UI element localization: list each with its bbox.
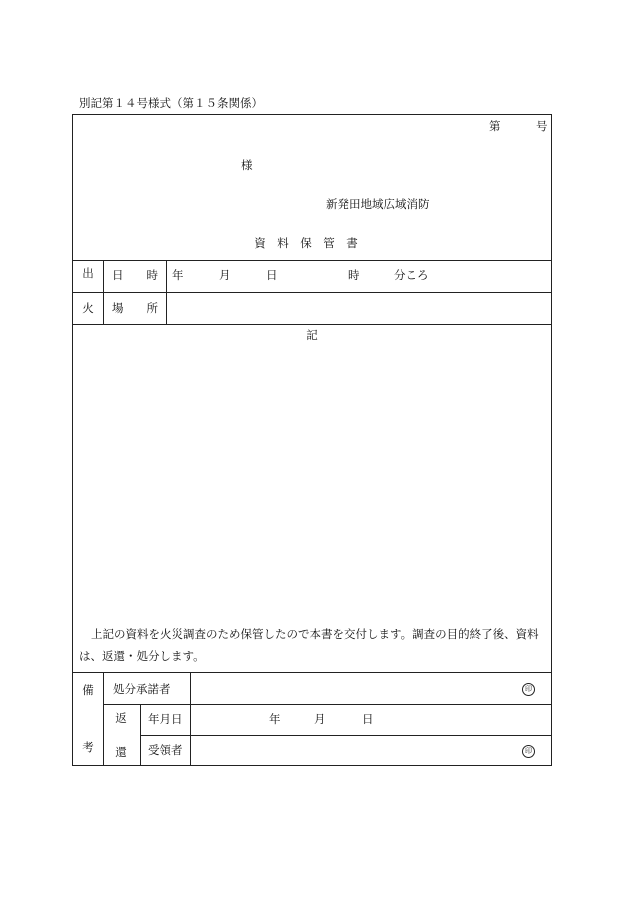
rule-fire-middle [72,292,552,293]
remarks-label-kou: 考 [82,740,94,754]
notice-line-2: は、返還・処分します。 [79,649,205,663]
rule-header-bottom [72,260,552,261]
form-label: 別記第１４号様式（第１５条関係） [79,96,263,110]
rule-remarks-lower [140,735,552,736]
materials-list-area[interactable] [74,340,550,625]
return-label-bottom: 還 [115,745,127,759]
fire-time-ji: 時 [348,268,360,282]
notice-line-1: 上記の資料を火災調査のため保管したので本書を交付します。調査の目的終了後、資料 [91,627,539,641]
rule-remarks-middle [103,704,552,705]
rule-return-col [140,704,141,766]
fire-date-hi: 日 [266,268,278,282]
approver-field[interactable] [192,674,512,702]
return-date-label: 年月日 [148,712,183,726]
approver-label: 処分承諾者 [113,682,171,696]
document-title: 資 料 保 管 書 [254,236,358,250]
fire-label-bottom: 火 [82,301,94,315]
approver-seal-mark: 印 [522,683,535,696]
fire-date-tsuki: 月 [219,268,231,282]
receiver-field[interactable] [192,737,512,764]
ki-heading: 記 [306,328,318,342]
return-date-nen: 年 [269,712,281,726]
number-gou: 号 [536,119,548,133]
rule-fire-field-col [166,260,167,324]
recipient-sama: 様 [241,158,253,172]
issuer-name: 新発田地域広域消防 [326,197,430,211]
return-label-top: 返 [115,711,127,725]
rule-remarks-top [72,672,552,673]
remarks-label-bi: 備 [82,683,94,697]
fire-time-fun: 分ころ [394,268,429,282]
return-date-tsuki: 月 [314,712,326,726]
fire-label-top: 出 [82,266,94,280]
fire-date-nen: 年 [172,268,184,282]
rule-fire-label-col [103,260,104,324]
rule-remarks-field-col [190,672,191,766]
rule-fire-bottom [72,324,552,325]
fire-place-field[interactable] [168,294,550,322]
rule-remarks-label-col [103,672,104,766]
datetime-label: 日 時 [112,268,158,282]
receiver-label: 受領者 [148,743,183,757]
number-dai: 第 [489,119,501,133]
place-label: 場 所 [112,301,158,315]
receiver-seal-mark: 印 [522,745,535,758]
return-date-hi: 日 [362,712,374,726]
